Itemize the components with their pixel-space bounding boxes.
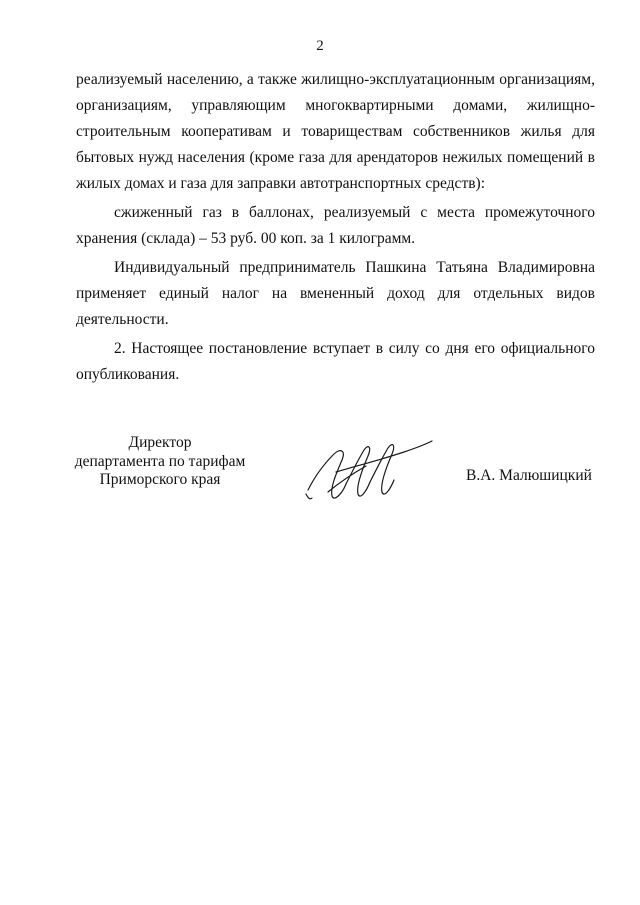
signer-title-line-2: департамента по тарифам (74, 452, 246, 470)
signer-name: В.А. Малюшицкий (466, 467, 592, 484)
signer-title-line-3: Приморского края (99, 471, 221, 488)
paragraph-liquefied-gas-price: сжиженный газ в баллонах, реализуемый с места промежуточного хранения (склада) – 53 руб. 00 коп. за 1 килограмм. (76, 204, 595, 247)
paragraph-entrepreneur: Индивидуальный предприниматель Пашкина Татьяна Владимировна применяет единый налог на вмененный доход для отдельных видов деятельности. (76, 259, 595, 328)
page-number: 2 (316, 38, 324, 54)
signer-title-line-1: Директор (128, 434, 192, 451)
paragraph-effective-date: 2. Настоящее постановление вступает в силу со дня его официального опубликования. (76, 340, 595, 383)
document-body (76, 67, 595, 388)
handwritten-signature (300, 432, 440, 507)
paragraph-continuation: реализуемый населению, а также жилищно-эксплуатационным организациям, организациям, управляющим многоквартирными домами, жилищно-строительным кооперативам и товариществам собственников жилья для бытовых нужд населения (кроме газа для арендаторов нежилых помещений в жилых домах и газа для заправки автотранспортных средств): (76, 71, 595, 192)
signer-title (60, 434, 260, 490)
